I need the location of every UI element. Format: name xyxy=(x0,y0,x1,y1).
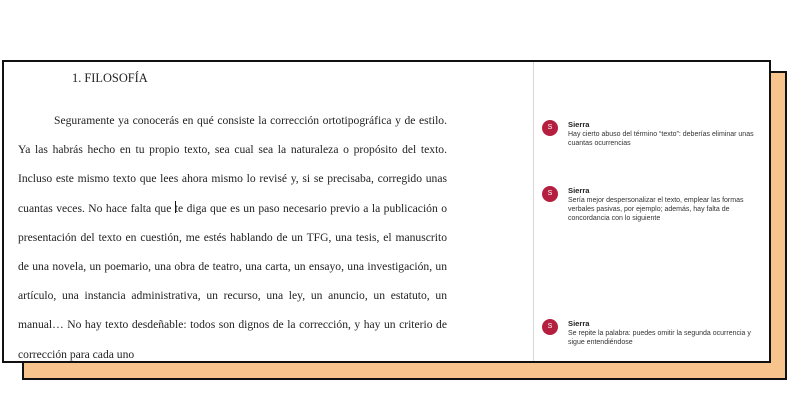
comment-3[interactable] xyxy=(542,319,762,347)
section-heading: 1. FILOSOFÍA xyxy=(72,71,148,85)
comment-1[interactable] xyxy=(542,120,762,148)
comment-text: Se repite la palabra: puedes omitir la segunda ocurrencia y sigue entendiéndose xyxy=(568,330,751,346)
comment-text: Sería mejor despersonalizar el texto, emplear las formas verbales pasivas, por ejemplo; además, hay falta de concordancia con lo siguiente xyxy=(568,197,744,222)
comment-text: Hay cierto abuso del término “texto”: deberías eliminar unas cuantas ocurrencias xyxy=(568,131,754,147)
document-window xyxy=(2,60,771,363)
comments-pane xyxy=(534,62,769,361)
comment-author: Sierra xyxy=(568,120,590,129)
paragraph-text-before-cursor: Seguramente ya conocerás en qué consiste la corrección ortotipográfica y de estilo. Ya las habrás hecho en tu propio texto, sea cual sea la naturaleza o propósito del texto. Incluso este mismo texto que lees ahora mismo lo revisé y, si se precisaba, corregido unas cuantas veces. No hace falta que xyxy=(18,114,447,215)
comment-author: Sierra xyxy=(568,319,590,328)
document-paragraph[interactable] xyxy=(18,106,447,369)
paragraph-text-after-cursor: te diga que es un paso necesario previo a la publicación o presentación del texto en cuestión, me estés hablando de un TFG, una tesis, el manuscrito de una novela, un poemario, una obra de teatro, una carta, un ensayo, una investigación, un artículo, una instancia administrativa, un recurso, una ley, un anuncio, un estatuto, un manual… No hay texto desdeñable: todos son dignos de la corrección, y hay un criterio de corrección para cada uno xyxy=(18,201,447,361)
avatar: S xyxy=(542,186,558,202)
avatar: S xyxy=(542,319,558,335)
avatar: S xyxy=(542,120,558,136)
comment-2[interactable] xyxy=(542,186,762,223)
comment-author: Sierra xyxy=(568,186,590,195)
document-page[interactable] xyxy=(4,62,533,361)
